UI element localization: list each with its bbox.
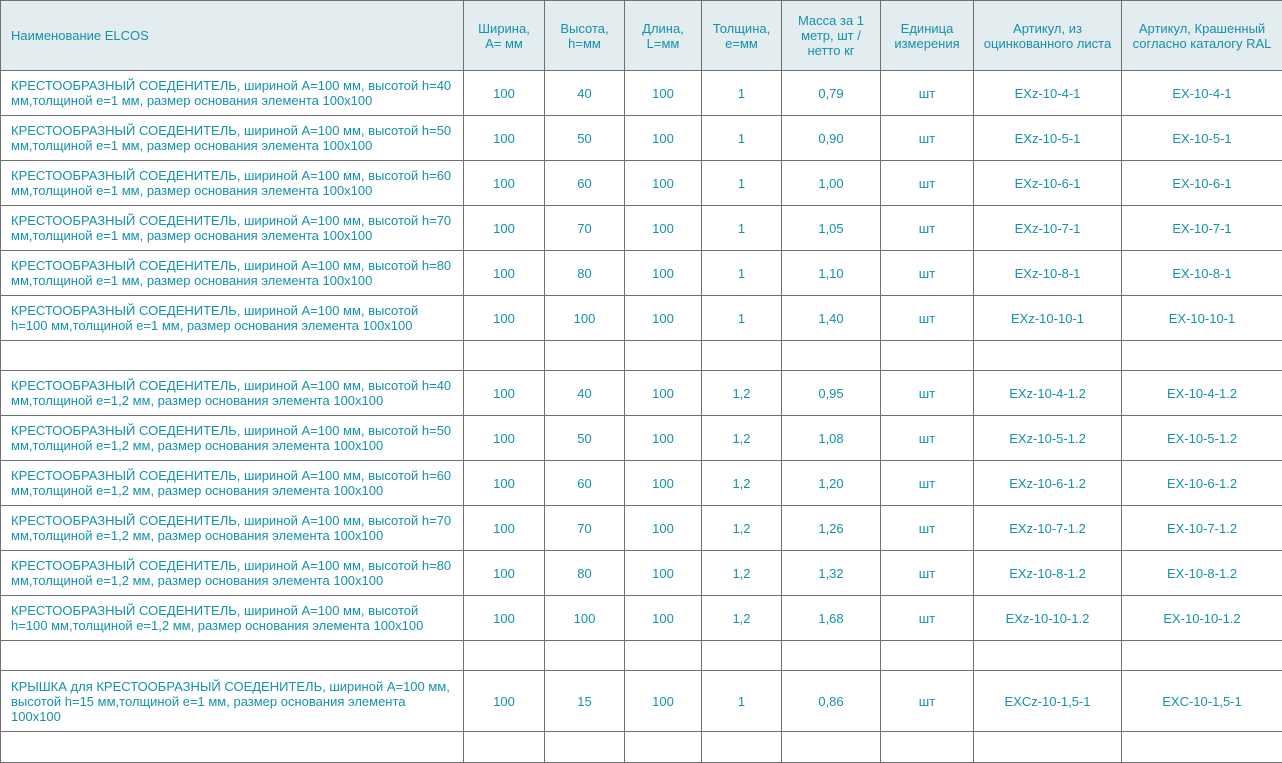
thickness-cell: 1 [702,251,782,296]
product-name-cell: КРЕСТООБРАЗНЫЙ СОЕДЕНИТЕЛЬ, шириной А=100 мм, высотой h=50 мм,толщиной е=1 мм, размер основания элемента 100х100 [1,116,464,161]
header-width: Ширина, А= мм [464,1,545,71]
table-row [1,506,1282,551]
product-name-cell: КРЕСТООБРАЗНЫЙ СОЕДЕНИТЕЛЬ, шириной А=100 мм, высотой h=70 мм,толщиной е=1 мм, размер основания элемента 100х100 [1,206,464,251]
thickness-cell: 1,2 [702,506,782,551]
empty-row [1,641,1282,671]
article-ral-cell: EX-10-8-1.2 [1122,551,1282,596]
product-name-cell: КРЕСТООБРАЗНЫЙ СОЕДЕНИТЕЛЬ, шириной А=100 мм, высотой h=40 мм,толщиной е=1 мм, размер основания элемента 100х100 [1,71,464,116]
height-cell: 50 [545,116,625,161]
header-name: Наименование ELCOS [1,1,464,71]
width-cell: 100 [464,71,545,116]
mass-cell: 1,08 [782,416,881,461]
article-galvanized-cell: EXz-10-6-1 [974,161,1122,206]
article-ral-cell: EX-10-6-1.2 [1122,461,1282,506]
length-cell: 100 [625,296,702,341]
empty-row [1,341,1282,371]
article-ral-cell: EX-10-7-1.2 [1122,506,1282,551]
table-header-row [1,1,1282,71]
length-cell: 100 [625,551,702,596]
length-cell: 100 [625,71,702,116]
article-galvanized-cell: EXz-10-7-1.2 [974,506,1122,551]
product-name-cell: КРЕСТООБРАЗНЫЙ СОЕДЕНИТЕЛЬ, шириной А=100 мм, высотой h=40 мм,толщиной е=1,2 мм, размер основания элемента 100х100 [1,371,464,416]
mass-cell: 0,86 [782,671,881,732]
height-cell: 70 [545,206,625,251]
thickness-cell: 1 [702,161,782,206]
length-cell: 100 [625,371,702,416]
width-cell: 100 [464,161,545,206]
product-name-cell: КРЕСТООБРАЗНЫЙ СОЕДЕНИТЕЛЬ, шириной А=100 мм, высотой h=80 мм,толщиной е=1,2 мм, размер основания элемента 100х100 [1,551,464,596]
unit-cell: шт [881,671,974,732]
mass-cell: 1,40 [782,296,881,341]
unit-cell: шт [881,161,974,206]
unit-cell: шт [881,461,974,506]
mass-cell: 1,00 [782,161,881,206]
unit-cell: шт [881,71,974,116]
table-row [1,296,1282,341]
table-row [1,461,1282,506]
mass-cell: 1,20 [782,461,881,506]
article-ral-cell: EX-10-10-1 [1122,296,1282,341]
thickness-cell: 1,2 [702,416,782,461]
header-unit: Единица измерения [881,1,974,71]
table-row [1,71,1282,116]
article-ral-cell: EX-10-5-1 [1122,116,1282,161]
article-ral-cell: EX-10-8-1 [1122,251,1282,296]
length-cell: 100 [625,116,702,161]
height-cell: 40 [545,371,625,416]
width-cell: 100 [464,506,545,551]
thickness-cell: 1 [702,296,782,341]
height-cell: 80 [545,251,625,296]
mass-cell: 1,10 [782,251,881,296]
product-name-cell: КРЕСТООБРАЗНЫЙ СОЕДЕНИТЕЛЬ, шириной А=100 мм, высотой h=50 мм,толщиной е=1,2 мм, размер основания элемента 100х100 [1,416,464,461]
height-cell: 15 [545,671,625,732]
length-cell: 100 [625,461,702,506]
article-ral-cell: EX-10-4-1 [1122,71,1282,116]
product-name-cell: КРЕСТООБРАЗНЫЙ СОЕДЕНИТЕЛЬ, шириной А=100 мм, высотой h=70 мм,толщиной е=1,2 мм, размер основания элемента 100х100 [1,506,464,551]
width-cell: 100 [464,671,545,732]
unit-cell: шт [881,206,974,251]
product-name-cell: КРЫШКА для КРЕСТООБРАЗНЫЙ СОЕДЕНИТЕЛЬ, шириной А=100 мм, высотой h=15 мм,толщиной е=1 мм, размер основания элемента 100х100 [1,671,464,732]
product-name-cell: КРЕСТООБРАЗНЫЙ СОЕДЕНИТЕЛЬ, шириной А=100 мм, высотой h=100 мм,толщиной е=1 мм, размер основания элемента 100х100 [1,296,464,341]
unit-cell: шт [881,371,974,416]
height-cell: 70 [545,506,625,551]
article-galvanized-cell: EXz-10-5-1.2 [974,416,1122,461]
article-galvanized-cell: EXz-10-10-1 [974,296,1122,341]
height-cell: 80 [545,551,625,596]
article-ral-cell: EX-10-6-1 [1122,161,1282,206]
header-article-ral: Артикул, Крашенный согласно каталогу RAL [1122,1,1282,71]
header-length: Длина, L=мм [625,1,702,71]
article-galvanized-cell: EXz-10-10-1.2 [974,596,1122,641]
thickness-cell: 1,2 [702,461,782,506]
table-row [1,371,1282,416]
article-ral-cell: EXC-10-1,5-1 [1122,671,1282,732]
mass-cell: 1,32 [782,551,881,596]
article-ral-cell: EX-10-10-1.2 [1122,596,1282,641]
article-ral-cell: EX-10-5-1.2 [1122,416,1282,461]
unit-cell: шт [881,416,974,461]
header-height: Высота, h=мм [545,1,625,71]
article-galvanized-cell: EXz-10-8-1.2 [974,551,1122,596]
mass-cell: 0,79 [782,71,881,116]
product-name-cell: КРЕСТООБРАЗНЫЙ СОЕДЕНИТЕЛЬ, шириной А=100 мм, высотой h=60 мм,толщиной е=1,2 мм, размер основания элемента 100х100 [1,461,464,506]
unit-cell: шт [881,116,974,161]
article-galvanized-cell: EXz-10-5-1 [974,116,1122,161]
width-cell: 100 [464,296,545,341]
width-cell: 100 [464,371,545,416]
product-name-cell: КРЕСТООБРАЗНЫЙ СОЕДЕНИТЕЛЬ, шириной А=100 мм, высотой h=80 мм,толщиной е=1 мм, размер основания элемента 100х100 [1,251,464,296]
thickness-cell: 1 [702,206,782,251]
length-cell: 100 [625,506,702,551]
height-cell: 50 [545,416,625,461]
length-cell: 100 [625,416,702,461]
article-ral-cell: EX-10-4-1.2 [1122,371,1282,416]
height-cell: 100 [545,596,625,641]
table-row [1,596,1282,641]
length-cell: 100 [625,671,702,732]
thickness-cell: 1,2 [702,596,782,641]
width-cell: 100 [464,551,545,596]
product-name-cell: КРЕСТООБРАЗНЫЙ СОЕДЕНИТЕЛЬ, шириной А=100 мм, высотой h=60 мм,толщиной е=1 мм, размер основания элемента 100х100 [1,161,464,206]
table-row [1,251,1282,296]
width-cell: 100 [464,206,545,251]
table-row [1,416,1282,461]
mass-cell: 1,68 [782,596,881,641]
length-cell: 100 [625,161,702,206]
width-cell: 100 [464,461,545,506]
mass-cell: 0,90 [782,116,881,161]
article-galvanized-cell: EXz-10-7-1 [974,206,1122,251]
width-cell: 100 [464,416,545,461]
article-galvanized-cell: EXz-10-4-1.2 [974,371,1122,416]
table-row [1,551,1282,596]
header-mass: Масса за 1 метр, шт / нетто кг [782,1,881,71]
unit-cell: шт [881,506,974,551]
thickness-cell: 1 [702,71,782,116]
width-cell: 100 [464,596,545,641]
length-cell: 100 [625,206,702,251]
thickness-cell: 1 [702,116,782,161]
width-cell: 100 [464,251,545,296]
unit-cell: шт [881,251,974,296]
mass-cell: 1,05 [782,206,881,251]
header-thickness: Толщина, е=мм [702,1,782,71]
mass-cell: 0,95 [782,371,881,416]
table-row [1,161,1282,206]
width-cell: 100 [464,116,545,161]
unit-cell: шт [881,551,974,596]
table-row [1,671,1282,732]
header-article-galvanized: Артикул, из оцинкованного листа [974,1,1122,71]
article-galvanized-cell: EXz-10-8-1 [974,251,1122,296]
length-cell: 100 [625,251,702,296]
height-cell: 60 [545,461,625,506]
height-cell: 40 [545,71,625,116]
product-name-cell: КРЕСТООБРАЗНЫЙ СОЕДЕНИТЕЛЬ, шириной А=100 мм, высотой h=100 мм,толщиной е=1,2 мм, размер основания элемента 100х100 [1,596,464,641]
thickness-cell: 1,2 [702,551,782,596]
thickness-cell: 1,2 [702,371,782,416]
length-cell: 100 [625,596,702,641]
article-galvanized-cell: EXz-10-4-1 [974,71,1122,116]
height-cell: 60 [545,161,625,206]
article-galvanized-cell: EXz-10-6-1.2 [974,461,1122,506]
thickness-cell: 1 [702,671,782,732]
unit-cell: шт [881,596,974,641]
table-row [1,116,1282,161]
article-ral-cell: EX-10-7-1 [1122,206,1282,251]
unit-cell: шт [881,296,974,341]
mass-cell: 1,26 [782,506,881,551]
height-cell: 100 [545,296,625,341]
article-galvanized-cell: EXCz-10-1,5-1 [974,671,1122,732]
table-row [1,206,1282,251]
